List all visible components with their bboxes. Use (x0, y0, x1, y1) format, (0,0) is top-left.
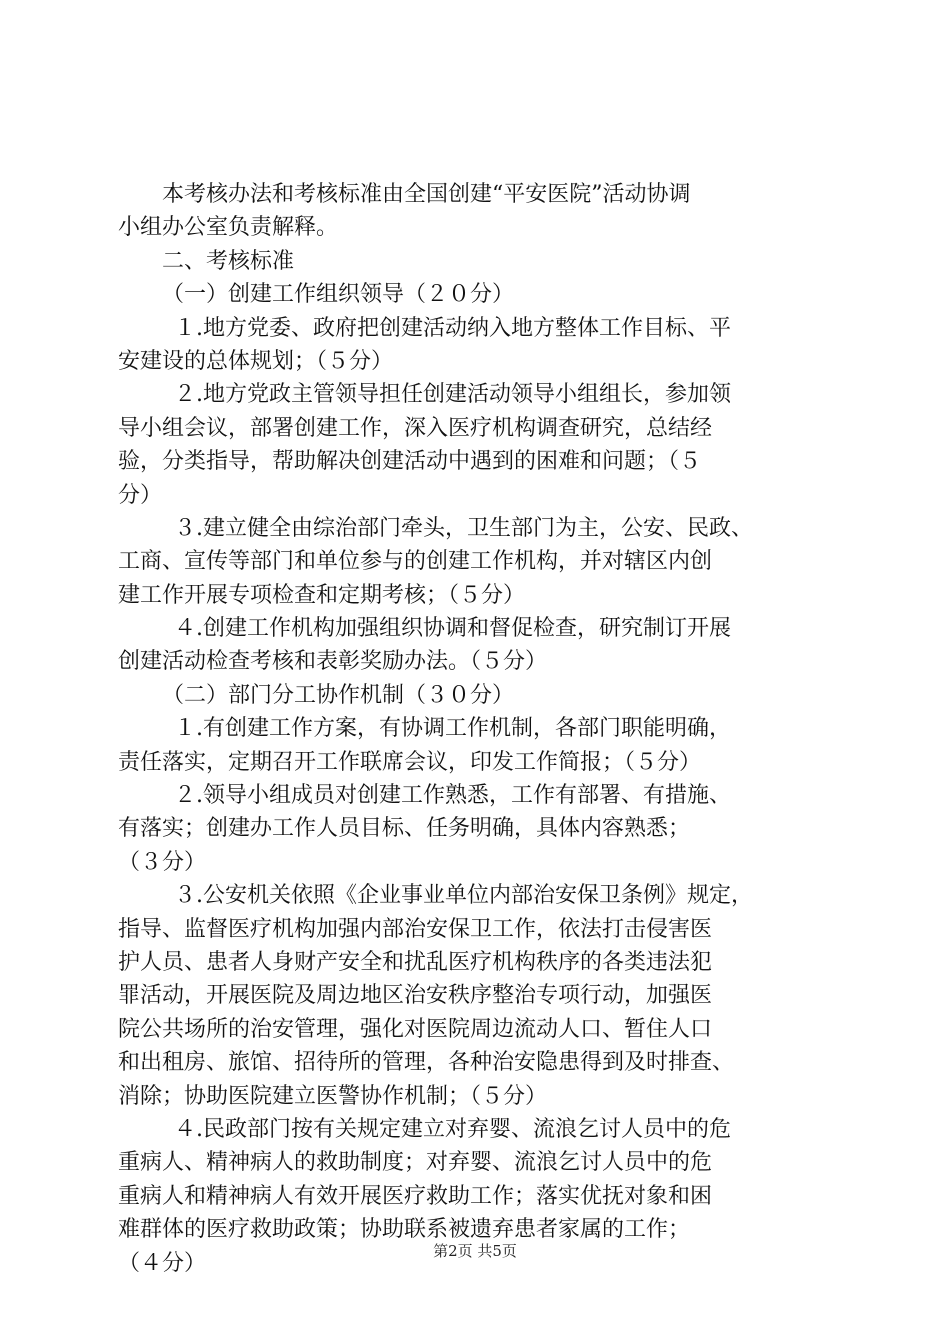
text-line: 导小组会议，部署创建工作，深入医疗机构调查研究，总结经 (118, 415, 713, 441)
text-line: 二、考核标准 (162, 248, 295, 274)
text-line: ４.民政部门按有关规定建立对弃婴、流浪乞讨人员中的危 (174, 1116, 731, 1142)
text-line: ２.地方党政主管领导担任创建活动领导小组组长，参加领 (174, 382, 731, 408)
text-line: （３分） (118, 849, 207, 875)
text-line: 工商、宣传等部门和单位参与的创建工作机构，并对辖区内创 (118, 549, 713, 575)
text-line: ３.公安机关依照《企业事业单位内部治安保卫条例》规定， (174, 883, 753, 909)
text-line: 本考核办法和考核标准由全国创建“平安医院”活动协调 (162, 182, 691, 207)
page-footer: 第2页 共5页 (433, 1242, 517, 1260)
text-line: １.有创建工作方案，有协调工作机制，各部门职能明确， (174, 716, 731, 742)
text-line: 安建设的总体规划；（５分） (118, 348, 394, 374)
text-line: 和出租房、旅馆、招待所的管理，各种治安隐患得到及时排查、 (118, 1050, 735, 1076)
text-line: 验，分类指导，帮助解决创建活动中遇到的困难和问题；（５ (118, 449, 702, 475)
text-line: ３.建立健全由综治部门牵头，卫生部门为主，公安、民政、 (174, 515, 753, 541)
text-line: （一）创建工作组织领导（２０分） (162, 282, 515, 308)
text-line: 院公共场所的治安管理，强化对医院周边流动人口、暂住人口 (118, 1016, 713, 1042)
text-line: １.地方党委、政府把创建活动纳入地方整体工作目标、平 (174, 315, 731, 341)
text-line: 消除；协助医院建立医警协作机制；（５分） (118, 1083, 548, 1109)
text-line: ４.创建工作机构加强组织协调和督促检查，研究制订开展 (174, 616, 731, 642)
text-line: 重病人、精神病人的救助制度；对弃婴、流浪乞讨人员中的危 (118, 1150, 713, 1176)
document-body (118, 178, 838, 1280)
text-line: 罪活动，开展医院及周边地区治安秩序整治专项行动，加强医 (118, 983, 713, 1009)
text-line: 有落实；创建办工作人员目标、任务明确，具体内容熟悉； (118, 816, 691, 842)
text-line: 指导、监督医疗机构加强内部治安保卫工作，依法打击侵害医 (118, 916, 713, 942)
text-line: 护人员、患者人身财产安全和扰乱医疗机构秩序的各类违法犯 (118, 949, 713, 975)
text-line: 难群体的医疗救助政策；协助联系被遗弃患者家属的工作； (118, 1217, 691, 1243)
text-line: （４分） (118, 1250, 207, 1276)
text-line: 建工作开展专项检查和定期考核；（５分） (118, 582, 526, 608)
text-line: 小组办公室负责解释。 (118, 215, 339, 241)
text-line: 分） (118, 482, 163, 508)
text-line: ２.领导小组成员对创建工作熟悉，工作有部署、有措施、 (174, 783, 731, 809)
text-line: 重病人和精神病人有效开展医疗救助工作；落实优抚对象和困 (118, 1183, 713, 1209)
text-line: 责任落实，定期召开工作联席会议，印发工作简报；（５分） (118, 749, 702, 775)
text-line: （二）部门分工协作机制（３０分） (162, 682, 515, 708)
text-line: 创建活动检查考核和表彰奖励办法。（５分） (118, 649, 548, 675)
